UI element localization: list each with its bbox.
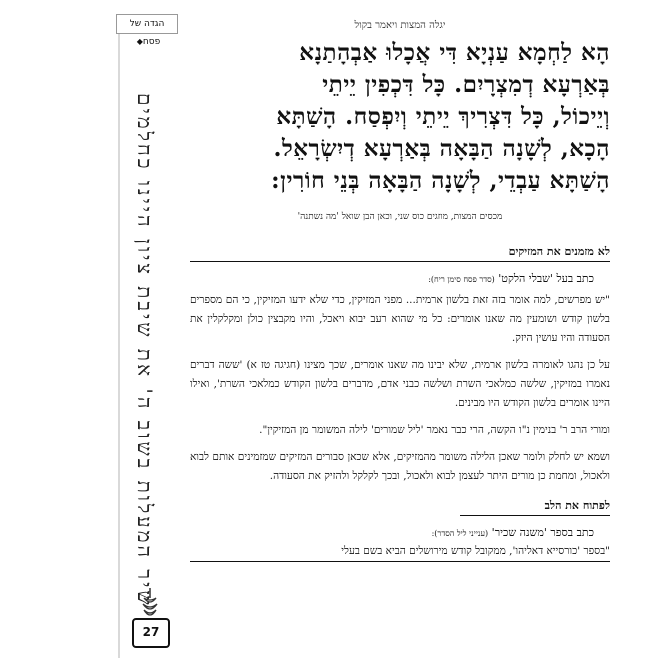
running-head — [116, 14, 178, 47]
source-reference: (סדר פסח סימן ריח): — [428, 275, 495, 284]
body-paragraph: ומורי הרב ר' בנימין נ"ו הקשה, הרי כבר נאמר 'ליל שמורים' לילה המשומר מן המזיקין". — [259, 424, 610, 436]
vertical-psalm-text: שיר המעלות בשוב ה' את שיבת ציון היינו כחלמים — [133, 93, 157, 608]
running-head-label: הגדה של פסח — [129, 19, 165, 47]
instruction-caption: מכסים המצות, מוזגים כוס שני, וכאן הבן שואל 'מה נשתנה' — [297, 212, 503, 222]
source-author: כתב בספר 'משנה שכיר' — [491, 526, 594, 539]
body-paragraph: ושמא יש לחלק ולומר שאכן הלילה משומר מהמזיקים, אלא שכאן סבורים המזיקים שמזמינים אותם לבוא ולאכול, ומחמת כן מורים היתר לעצמן לבוא ולאכול, ובכך לקלקל ולהזיק את הסעודה. — [190, 451, 610, 482]
source-author: כתב בעל 'שבלי הלקט' — [498, 272, 594, 285]
section-heading-mazikim: לא מזמנים את המזיקים — [190, 243, 610, 262]
source-line — [190, 526, 610, 539]
diamond-icon: ◆ — [136, 37, 143, 46]
source-reference: (ענייני ליל הסדר): — [431, 529, 489, 538]
ha-lachma-line: בְּאַרְעָא דְמִצְרָיִם. כָּל דִּכְפִין יֵיתֵי — [322, 71, 610, 98]
bottom-rule — [190, 561, 610, 562]
body-paragraph: "יש מפרשים, למה אומר בזה זאת בלשון ארמית... מפני המזיקין, כדי שלא ידעו המזיקין, כי הם מספרים בלשון קודש ושומעין מה שאנו אומרים: כל מי שהוא רעב יבוא ויאכל, והיו מקבצין כולן ומקלקלין את הסעודה והיו עושין היזק. — [190, 294, 610, 344]
ha-lachma-line: הָשַׁתָּא עַבְדֵי, לְשָׁנָה הַבָּאָה בְּנֵי חוֹרִין: — [271, 167, 610, 194]
instruction-line: יגלה המצות ויאמר בקול — [354, 20, 446, 31]
section-heading-open-heart: לפתוח את הלב — [460, 497, 610, 516]
source-line — [190, 272, 610, 285]
ha-lachma-line: וְיֵיכוֹל, כָּל דִּצְרִיךְ יֵיתֵי וְיִפְסַח. הָשַׁתָּא — [276, 103, 610, 130]
body-paragraph: על כן נהגו לאומרה בלשון ארמית, שלא יבינו מה שאנו אומרים, שכך מצינו (חגיגה טז א) 'ששה דברים נאמרו במזיקין, שלשה כמלאכי השרת ושלשה כבני אדם, מדברים בלשון הקודש כמלאכי השרת', ואילו היינו אומרים בלשון הקודש היו מבינים. — [190, 359, 610, 409]
quote-line: "בספר 'כורסייא דאליהו', ממקובל קודש מירושלים הביא בשם בעלי — [341, 545, 610, 557]
ha-lachma-line: הָא לַחְמָא עַנְיָא דִּי אֲכָלוּ אַבְהָתַנָא — [299, 39, 610, 66]
ha-lachma-line: הָכָא, לְשָׁנָה הַבָּאָה בְּאַרְעָא דְיִשְׂרָאֵל. — [273, 135, 610, 162]
ha-lachma-block — [190, 37, 610, 197]
page-number: 27 — [132, 618, 170, 648]
main-text-column — [190, 20, 610, 562]
